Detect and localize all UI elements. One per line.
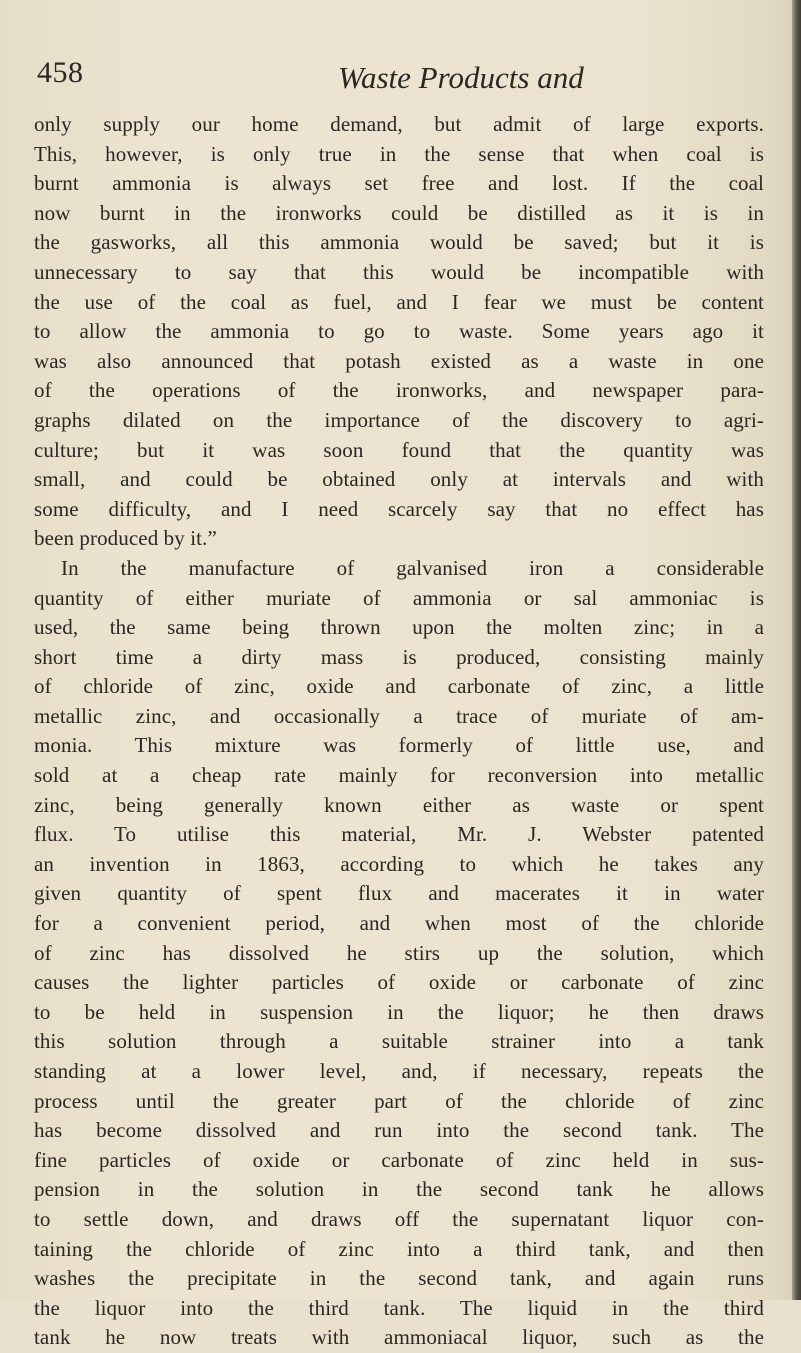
text-line: some difficulty, and I need scarcely say that no effect has (34, 496, 764, 521)
text-line: only supply our home demand, but admit of large exports. (34, 112, 764, 136)
text-line: given quantity of spent flux and macerates it in water (34, 881, 764, 906)
text-line: culture; but it was soon found that the quantity was (34, 437, 764, 462)
text-line: this solution through a suitable strainer into a tank (34, 1029, 764, 1054)
body-text (34, 110, 764, 1353)
text-line: unnecessary to say that this would be incompatible with (34, 259, 764, 284)
text-line: washes the precipitate in the second tank, and again runs (34, 1266, 764, 1291)
text-line: fine particles of oxide or carbonate of zinc held in sus- (34, 1147, 764, 1172)
text-line: burnt ammonia is always set free and lost. If the coal (34, 171, 764, 196)
text-line: now burnt in the ironworks could be distilled as it is in (34, 200, 764, 225)
page-number: 458 (37, 56, 84, 89)
text-line: In the manufacture of galvanised iron a considerable (61, 555, 764, 580)
text-line: metallic zinc, and occasionally a trace of muriate of am- (34, 703, 764, 728)
text-line: monia. This mixture was formerly of little use, and (34, 733, 764, 758)
text-line: taining the chloride of zinc into a third tank, and then (34, 1236, 764, 1261)
text-line: been produced by it.” (34, 526, 217, 551)
text-line: was also announced that potash existed as a waste in one (34, 348, 764, 373)
text-line: sold at a cheap rate mainly for reconversion into metallic (34, 763, 764, 788)
text-line: This, however, is only true in the sense that when coal is (34, 141, 764, 166)
text-line: pension in the solution in the second tank he allows (34, 1177, 764, 1202)
text-line: short time a dirty mass is produced, consisting mainly (34, 644, 764, 669)
text-line: has become dissolved and run into the second tank. The (34, 1118, 764, 1143)
text-line: quantity of either muriate of ammonia or sal ammoniac is (34, 585, 764, 610)
text-line: tank he now treats with ammoniacal liquor, such as the (34, 1325, 764, 1350)
text-line: the liquor into the third tank. The liquid in the third (34, 1295, 764, 1320)
text-line: flux. To utilise this material, Mr. J. Webster patented (34, 822, 764, 847)
text-line: of the operations of the ironworks, and newspaper para- (34, 378, 764, 403)
text-line: used, the same being thrown upon the molten zinc; in a (34, 615, 764, 640)
text-line: for a convenient period, and when most of the chloride (34, 911, 764, 936)
text-line: to settle down, and draws off the supernatant liquor con- (34, 1206, 764, 1231)
text-line: an invention in 1863, according to which he takes any (34, 851, 764, 876)
page-edge-shadow (792, 0, 801, 1300)
text-line: zinc, being generally known either as waste or spent (34, 792, 764, 817)
text-line: of zinc has dissolved he stirs up the solution, which (34, 940, 764, 965)
text-line: of chloride of zinc, oxide and carbonate of zinc, a little (34, 674, 764, 699)
text-line: small, and could be obtained only at intervals and with (34, 467, 764, 492)
running-head: Waste Products and (338, 60, 584, 95)
text-line: process until the greater part of the chloride of zinc (34, 1088, 764, 1113)
text-line: causes the lighter particles of oxide or carbonate of zinc (34, 970, 764, 995)
text-line: to allow the ammonia to go to waste. Some years ago it (34, 319, 764, 344)
text-line: the gasworks, all this ammonia would be saved; but it is (34, 230, 764, 255)
text-line: graphs dilated on the importance of the discovery to agri- (34, 407, 764, 432)
text-line: to be held in suspension in the liquor; he then draws (34, 999, 764, 1024)
text-line: the use of the coal as fuel, and I fear we must be content (34, 289, 764, 314)
text-line: standing at a lower level, and, if necessary, repeats the (34, 1059, 764, 1083)
